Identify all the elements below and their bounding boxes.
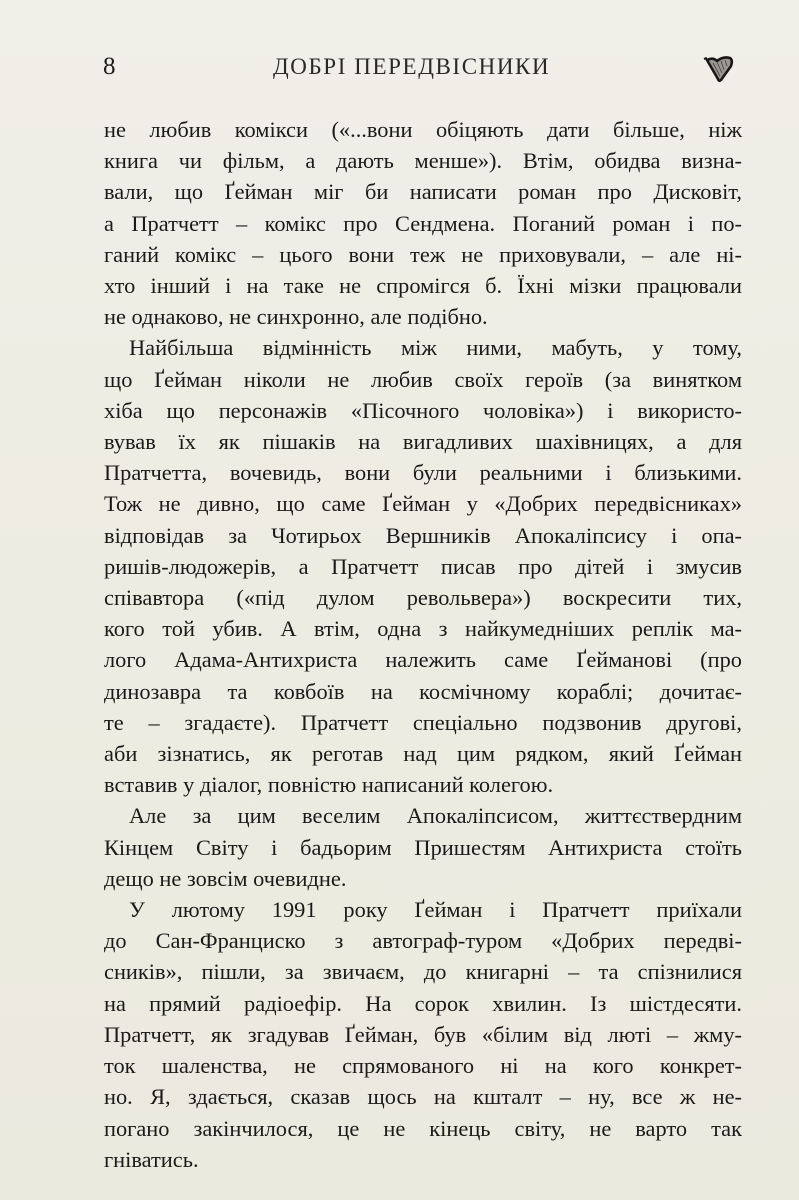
text-line: сників», пішли, за звичаєм, до книгарні – та спізнилися	[104, 959, 742, 985]
text-line: У лютому 1991 року Ґейман і Пратчетт приїхали	[129, 897, 742, 923]
text-line: не однаково, не синхронно, але подібно.	[104, 304, 488, 330]
text-line: Але за цим веселим Апокаліпсисом, життєствердним	[129, 803, 742, 829]
text-line: дещо не зовсім очевидне.	[104, 865, 347, 891]
text-line: ток шаленства, не спрямованого ні на кого конкрет-	[104, 1053, 742, 1079]
text-line: Найбільша відмінність між ними, мабуть, у тому,	[129, 335, 742, 361]
paragraph-1	[104, 114, 742, 332]
page-number: 8	[103, 53, 116, 80]
text-line: те – згадаєте). Пратчетт спеціально подзвонив другові,	[104, 709, 742, 735]
text-line: книга чи фільм, а дають менше»). Втім, обидва визна-	[104, 148, 742, 174]
text-line: що Ґейман ніколи не любив своїх героїв (за винятком	[104, 366, 742, 392]
text-line: на прямий радіоефір. На сорок хвилин. Із шістдесяти.	[104, 990, 742, 1016]
running-head-title: ДОБРІ ПЕРЕДВІСНИКИ	[273, 54, 551, 79]
text-line: динозавра та ковбоїв на космічному кораблі; дочитає-	[104, 678, 742, 704]
text-line: погано закінчилося, це не кінець світу, не варто так	[104, 1115, 742, 1141]
text-line: хто інший і на таке не спромігся б. Їхні мізки працювали	[104, 273, 742, 299]
paragraph-4	[104, 894, 742, 1175]
text-line: не любив комікси («...вони обіцяють дати більше, ніж	[104, 117, 742, 142]
text-line: Пратчетта, вочевидь, вони були реальними і близькими.	[104, 460, 742, 486]
text-line: вали, що Ґейман міг би написати роман про Дисковіт,	[104, 179, 742, 205]
body-text	[104, 114, 742, 1175]
text-line: відповідав за Чотирьох Вершників Апокаліпсису і опа-	[104, 522, 742, 548]
text-line: хіба що персонажів «Пісочного чоловіка») і використо-	[104, 397, 742, 423]
text-line: ришів-людожерів, а Пратчетт писав про дітей і змусив	[104, 553, 742, 579]
text-line: Тож не дивно, що саме Ґейман у «Добрих передвісниках»	[104, 491, 742, 517]
paragraph-2	[104, 332, 742, 800]
running-head	[103, 52, 743, 86]
text-line: Кінцем Світу і бадьорим Пришестям Антихриста стоїть	[104, 834, 742, 860]
paragraph-3	[104, 800, 742, 894]
text-line: кого той убив. А втім, одна з найкумедніших реплік ма-	[104, 616, 742, 642]
text-line: вував їх як пішаків на вигадливих шахівницях, а для	[104, 429, 742, 455]
text-line: лого Адама-Антихриста належить саме Ґейманові (про	[104, 647, 742, 673]
harp-heart-ornament-icon	[703, 54, 737, 84]
text-line: ганий комікс – цього вони теж не приховували, – але ні-	[104, 241, 742, 267]
text-line: гніватись.	[104, 1146, 199, 1172]
text-line: співавтора («під дулом револьвера») воскресити тих,	[104, 585, 742, 611]
text-line: аби зізнатись, як реготав над цим рядком, який Ґейман	[104, 741, 742, 767]
text-line: а Пратчетт – комікс про Сендмена. Поганий роман і по-	[104, 210, 742, 236]
text-line: но. Я, здається, сказав щось на кшталт – ну, все ж не-	[104, 1084, 742, 1110]
text-line: вставив у діалог, повністю написаний колегою.	[104, 772, 554, 798]
text-line: до Сан-Франциско з автограф-туром «Добрих передві-	[104, 928, 742, 954]
text-line: Пратчетт, як згадував Ґейман, був «білим від люті – жму-	[104, 1021, 742, 1047]
